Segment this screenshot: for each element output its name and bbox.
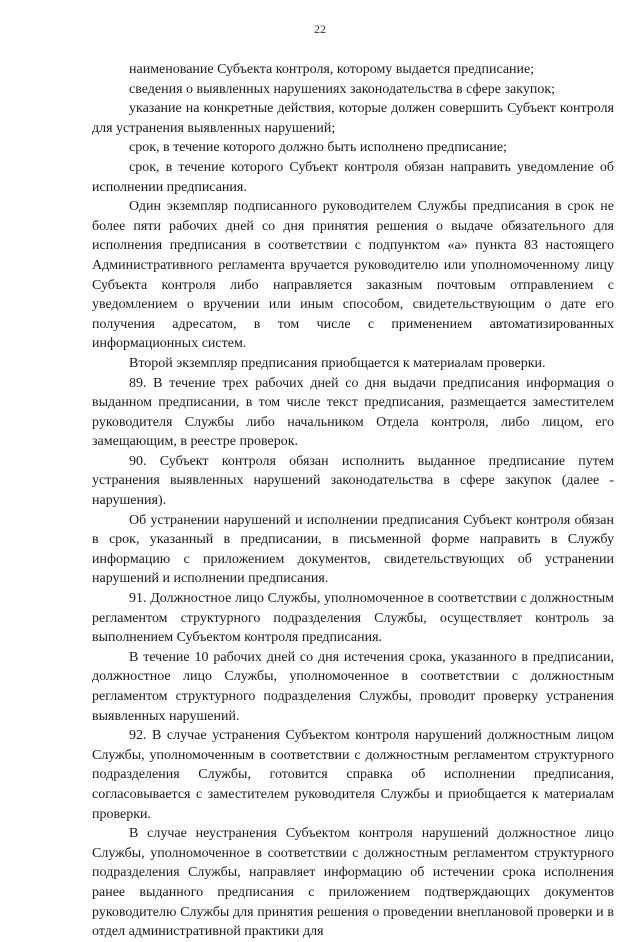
paragraph-second-copy: Второй экземпляр предписания приобщается к материалам проверки.: [129, 355, 546, 371]
paragraph-elimination-report: Об устранении нарушений и исполнении предписания Субъект контроля обязан в срок, указанный в предписании, в письменной форме направить в Службу информацию с приложением документов, свидетельствующих об устранении нарушений и исполнении предписания.: [92, 512, 614, 587]
clause-92: 92. В случае устранения Субъектом контроля нарушений должностным лицом Службы, уполномоченным в соответствии с должностным регламентом структурного подразделения Службы, готовится справка об исполнении предписания, согласовывается с заместителем руководителя Службы и приобщается к материалам проверки.: [92, 728, 614, 822]
list-item-notification-deadline: срок, в течение которого Субъект контроля обязан направить уведомление об исполнении предписания.: [92, 159, 614, 195]
document-body: [92, 60, 614, 942]
clause-91: 91. Должностное лицо Службы, уполномоченное в соответствии с должностным регламентом структурного подразделения Службы, осуществляет контроль за выполнением Субъектом контроля предписания.: [92, 591, 614, 646]
clause-90: 90. Субъект контроля обязан исполнить выданное предписание путем устранения выявленных нарушений законодательства в сфере закупок (далее - нарушения).: [92, 453, 614, 509]
list-item-required-actions: указание на конкретные действия, которые должен совершить Субъект контроля для устранения выявленных нарушений;: [92, 101, 614, 136]
paragraph-compliance-check: В течение 10 рабочих дней со дня истечения срока, указанного в предписании, должностное лицо Службы, уполномоченное в соответствии с должностным регламентом структурного подразделения Службы, проводит проверку устранения выявленных нарушений.: [92, 649, 614, 724]
page-number: 22: [314, 22, 326, 36]
paragraph-delivery-of-order: Один экземпляр подписанного руководителем Службы предписания в срок не более пяти рабочих дней со дня принятия решения о выдаче обязательного для исполнения предписания в соответствии с подпунктом «а» пункта 83 настоящего Административного регламента вручается руководителю или уполномоченному лицу Субъекта контроля либо направляется заказным почтовым отправлением с уведомлением о вручении или иным способом, свидетельствующим о дате его получения адресатом, в том числе с применением автоматизированных информационных систем.: [92, 199, 614, 352]
list-item-execution-deadline: срок, в течение которого должно быть исполнено предписание;: [129, 140, 507, 156]
list-item-violations-info: сведения о выявленных нарушениях законодательства в сфере закупок;: [129, 81, 556, 97]
clause-89: 89. В течение трех рабочих дней со дня выдачи предписания информация о выданном предписании, в том числе текст предписания, размещается заместителем руководителя Службы либо начальником Отдела контроля, либо лицом, его замещающим, в реестре проверок.: [92, 375, 614, 450]
list-item-subject-name: наименование Субъекта контроля, которому выдается предписание;: [129, 62, 535, 77]
paragraph-non-compliance: В случае неустранения Субъектом контроля нарушений должностное лицо Службы, уполномоченное в соответствии с должностным регламентом структурного подразделения Службы, направляет информацию об истечении срока исполнения ранее выданного предписания с приложением подтверждающих документов руководителю Службы для принятия решения о проведении внеплановой проверки и в отдел административной практики для: [92, 826, 614, 940]
